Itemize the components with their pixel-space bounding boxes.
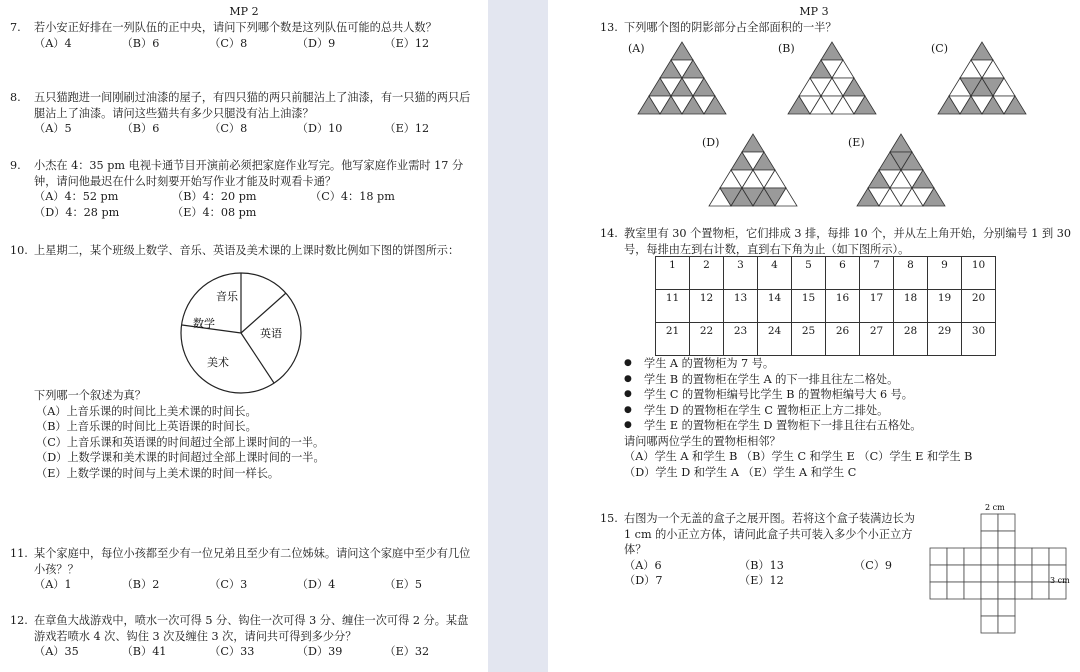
question-prompt: 下列哪一个叙述为真？ — [34, 389, 146, 402]
locker-cell: 24 — [758, 323, 792, 356]
answer-options-row1: （A）学生 A 和学生 B （B）学生 C 和学生 E （C）学生 E 和学生 B — [624, 450, 973, 463]
locker-cell: 25 — [792, 323, 826, 356]
net-cell — [998, 531, 1015, 548]
option-d: （D）39 — [296, 645, 343, 658]
triangle-figure-a — [638, 42, 726, 116]
locker-cell: 2 — [690, 257, 724, 290]
option-d: （D）上数学课和美术课的时间超过全部上课时间的一半。 — [36, 451, 325, 464]
locker-cell: 12 — [690, 290, 724, 323]
option-b: （B）6 — [121, 36, 160, 50]
option-a: （A）1 — [34, 578, 72, 591]
net-cell — [1032, 565, 1049, 582]
locker-cell: 21 — [656, 323, 690, 356]
option-d: （D）7 — [624, 574, 663, 587]
option-e: （E）12 — [384, 122, 430, 135]
option-b: （B）2 — [121, 578, 160, 591]
net-cell — [998, 616, 1015, 633]
answer-options — [624, 573, 925, 589]
locker-cell: 1 — [656, 257, 690, 290]
question-prompt: 请问哪两位学生的置物柜相邻？ — [624, 434, 781, 448]
question-number: 13. — [600, 21, 618, 34]
option-a: （A）35 — [34, 645, 79, 658]
net-cell — [964, 582, 981, 599]
option-e: （E）上数学课的时间与上美术课的时间一样长。 — [36, 466, 280, 480]
locker-row — [656, 257, 996, 290]
option-a: （A）4 — [34, 36, 72, 50]
option-b: （B）上音乐课的时间比上英语课的时间长。 — [36, 420, 257, 433]
locker-cell: 23 — [724, 323, 758, 356]
locker-cell: 28 — [894, 323, 928, 356]
net-cell — [998, 548, 1015, 565]
box-net-figure — [930, 502, 1070, 652]
figure-label-e: (E) — [848, 136, 865, 149]
locker-cell: 15 — [792, 290, 826, 323]
option-e: （E）32 — [384, 645, 430, 658]
page-mp2 — [0, 0, 488, 672]
option-a: （A）上音乐课的时间比上美术课的时间长。 — [36, 404, 257, 418]
locker-cell: 11 — [656, 290, 690, 323]
net-cell — [947, 548, 964, 565]
locker-row — [656, 290, 996, 323]
dim-label-right: 3 cm — [1050, 576, 1070, 585]
pie-label-english: 英语 — [260, 327, 282, 340]
net-cell — [947, 582, 964, 599]
option-d: （D）4 — [296, 578, 336, 591]
page-header: MP 3 — [799, 5, 829, 18]
dim-label-top: 2 cm — [985, 503, 1005, 512]
locker-cell: 29 — [928, 323, 962, 356]
option-c: （C）3 — [209, 578, 248, 591]
question-number: 15. — [600, 512, 618, 525]
net-cell — [998, 565, 1015, 582]
option-c: （C）4：18 pm — [310, 190, 395, 203]
answer-options — [34, 644, 472, 660]
answer-options — [34, 577, 472, 593]
locker-cell: 3 — [724, 257, 758, 290]
locker-cell: 6 — [826, 257, 860, 290]
question-number: 8. — [10, 91, 21, 104]
locker-cell: 16 — [826, 290, 860, 323]
question-number: 11. — [10, 547, 28, 560]
question-text: 小杰在 4：35 pm 电视卡通节目开演前必须把家庭作业写完。他写家庭作业需时 17 分钟，请问他最迟在什么时刻要开始写作业才能及时观看卡通？ — [34, 159, 464, 188]
figure-label-c: (C) — [931, 42, 948, 55]
net-cell — [981, 531, 998, 548]
net-cell — [1032, 548, 1049, 565]
bullet-item: ● 学生 C 的置物柜编号比学生 B 的置物柜编号大 6 号。 — [624, 387, 1075, 403]
net-cell — [1015, 548, 1032, 565]
option-a: （A）6 — [624, 558, 662, 572]
answer-options-row2: （D）学生 D 和学生 A （E）学生 A 和学生 C — [624, 465, 857, 479]
page-header: MP 2 — [229, 5, 259, 18]
option-d: （D）4：28 pm — [34, 205, 120, 219]
locker-cell: 10 — [962, 257, 996, 290]
pie-chart — [176, 270, 306, 400]
option-b: （B）4：20 pm — [172, 190, 257, 203]
option-d: （D）9 — [296, 36, 336, 50]
question-text: 右图为一个无盖的盒子之展开图。若将这个盒子装满边长为 1 cm 的小正立方体，请问此盒子共可装入多少个小正立方体？ — [624, 512, 915, 556]
locker-cell: 9 — [928, 257, 962, 290]
question-text: 下列哪个图的阴影部分占全部面积的一半？ — [624, 21, 837, 34]
question-number: 12. — [10, 614, 28, 627]
option-c: （C）33 — [209, 645, 255, 658]
option-a: （A）4：52 pm — [34, 190, 119, 203]
locker-cell: 30 — [962, 323, 996, 356]
locker-cell: 7 — [860, 257, 894, 290]
locker-cell: 19 — [928, 290, 962, 323]
answer-options — [34, 205, 472, 221]
question-text: 教室里有 30 个置物柜，它们排成 3 排，每排 10 个，并从左上角开始，分别编号 1 到 30 号，每排由左到右计数，直到右下角为止（如下图所示）。 — [624, 227, 1071, 256]
locker-cell: 8 — [894, 257, 928, 290]
option-c: （C）上音乐课和英语课的时间超过全部上课时间的一半。 — [36, 435, 325, 449]
net-cell — [998, 582, 1015, 599]
shaded-triangle — [671, 42, 693, 60]
option-a: （A）5 — [34, 122, 72, 135]
bullet-item: ● 学生 E 的置物柜在学生 D 置物柜下一排且往右五格处。 — [624, 418, 1075, 434]
answer-options — [34, 189, 472, 205]
net-cell — [947, 565, 964, 582]
net-cell — [981, 582, 998, 599]
net-cell — [981, 599, 998, 616]
triangle-figure-d — [709, 134, 797, 208]
locker-cell: 13 — [724, 290, 758, 323]
net-cell — [998, 599, 1015, 616]
net-cell — [930, 548, 947, 565]
triangle-figure-c — [938, 42, 1026, 116]
net-cell — [1015, 565, 1032, 582]
bullet-item: ● 学生 A 的置物柜为 7 号。 — [624, 356, 1075, 372]
option-e: （E）5 — [384, 578, 423, 591]
question-number: 9. — [10, 159, 21, 172]
locker-cell: 4 — [758, 257, 792, 290]
question-text: 上星期二，某个班级上数学、音乐、英语及美术课的上课时数比例如下图的饼图所示： — [34, 244, 460, 257]
locker-cell: 18 — [894, 290, 928, 323]
net-cell — [981, 514, 998, 531]
question-text: 五只猫跑进一间刚刷过油漆的屋子，有四只猫的两只前腿沾上了油漆，有一只猫的两只后腿沾上了油漆。请问这些猫共有多少只腿没有沾上油漆？ — [34, 91, 471, 120]
option-b: （B）13 — [739, 558, 784, 572]
question-text: 某个家庭中，每位小孩都至少有一位兄弟且至少有二位姊妹。请问这个家庭中至少有几位小孩？？ — [34, 547, 471, 576]
locker-cell: 17 — [860, 290, 894, 323]
net-cell — [1049, 548, 1066, 565]
locker-cell: 26 — [826, 323, 860, 356]
locker-cell: 5 — [792, 257, 826, 290]
locker-grid — [655, 256, 996, 356]
pie-label-music: 音乐 — [216, 290, 238, 303]
pie-label-math: 数学 — [193, 317, 215, 330]
option-b: （B）6 — [121, 122, 160, 135]
option-b: （B）41 — [121, 645, 167, 658]
shaded-triangle — [890, 134, 912, 152]
locker-cell: 14 — [758, 290, 792, 323]
triangle-figure-b — [788, 42, 876, 116]
answer-options — [34, 121, 472, 137]
locker-cell: 22 — [690, 323, 724, 356]
net-cell — [998, 514, 1015, 531]
bullet-item: ● 学生 B 的置物柜在学生 A 的下一排且往左二格处。 — [624, 372, 1075, 388]
page-mp3 — [548, 0, 1080, 672]
net-cell — [964, 548, 981, 565]
question-text: 在章鱼大战游戏中，喷水一次可得 5 分、钩住一次可得 3 分、缠住一次可得 2 分。某盘游戏若喷水 4 次、钩住 3 次及缠住 3 次，请问共可得到多少分？ — [34, 614, 469, 643]
net-cell — [981, 565, 998, 582]
figure-label-d: (D) — [702, 136, 720, 149]
locker-cell: 20 — [962, 290, 996, 323]
option-e: （E）4：08 pm — [172, 205, 257, 219]
locker-cell: 27 — [860, 323, 894, 356]
option-e: （E）12 — [384, 36, 430, 50]
shaded-triangle — [821, 42, 843, 60]
option-e: （E）12 — [739, 574, 784, 587]
net-cell — [981, 616, 998, 633]
net-cell — [930, 565, 947, 582]
option-c: （C）8 — [209, 122, 248, 135]
question-number: 10. — [10, 244, 28, 257]
net-cell — [981, 548, 998, 565]
triangle-figure-e — [857, 134, 945, 208]
shaded-triangle — [971, 42, 993, 60]
shaded-triangle — [742, 134, 764, 152]
net-cell — [1032, 582, 1049, 599]
net-cell — [930, 582, 947, 599]
bullet-item: ● 学生 D 的置物柜在学生 C 置物柜正上方二排处。 — [624, 403, 1075, 419]
question-number: 7. — [10, 21, 21, 34]
figure-label-b: (B) — [778, 42, 795, 55]
answer-options — [34, 36, 472, 52]
question-number: 14. — [600, 227, 618, 240]
locker-row — [656, 323, 996, 356]
pie-label-art: 美术 — [207, 356, 229, 369]
figure-label-a: (A) — [628, 42, 645, 55]
option-c: （C）8 — [209, 36, 248, 50]
option-d: （D）10 — [296, 122, 343, 135]
question-14-details — [624, 356, 1075, 480]
net-cell — [1015, 582, 1032, 599]
answer-options — [624, 558, 925, 574]
net-cell — [964, 565, 981, 582]
option-c: （C）9 — [854, 558, 893, 572]
question-text: 若小安正好排在一列队伍的正中央，请问下列哪个数是这列队伍可能的总共人数？ — [34, 21, 437, 34]
